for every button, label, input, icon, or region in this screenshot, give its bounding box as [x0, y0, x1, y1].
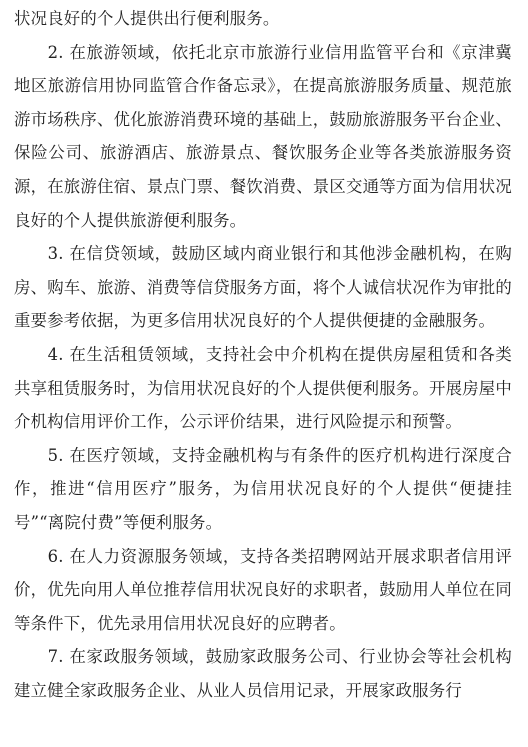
paragraph-continuation: 状况良好的个人提供出行便利服务。 [14, 9, 280, 28]
paragraph-tourism: 2. 在旅游领域，依托北京市旅游行业信用监管平台和《京津冀地区旅游信用协同监管合作备忘录》，在提高旅游服务质量、规范旅游市场秩序、优化旅游消费环境的基础上，鼓励旅游服务平台企业、保险公司、旅游酒店、旅游景点、餐饮服务企业等各类旅游服务资源，在旅游住宿、景点门票、餐饮消费、景区交通等方面为信用状况良好的个人提供旅游便利服务。 [14, 42, 512, 230]
paragraph-medical: 5. 在医疗领域，支持金融机构与有条件的医疗机构进行深度合作，推进“信用医疗”服务，为信用状况良好的个人提供“便捷挂号”“离院付费”等便利服务。 [14, 445, 512, 532]
paragraph-housekeeping: 7. 在家政服务领域，鼓励家政服务公司、行业协会等社会机构建立健全家政服务企业、从业人员信用记录，开展家政服务行 [14, 647, 512, 700]
paragraph-rental: 4. 在生活租赁领域，支持社会中介机构在提供房屋租赁和各类共享租赁服务时，为信用状况良好的个人提供便利服务。开展房屋中介机构信用评价工作，公示评价结果，进行风险提示和预警。 [14, 344, 512, 432]
paragraph-credit: 3. 在信贷领域，鼓励区域内商业银行和其他涉金融机构，在购房、购车、旅游、消费等信贷服务方面，将个人诚信状况作为审批的重要参考依据，为更多信用状况良好的个人提供便捷的金融服务。 [14, 244, 512, 331]
paragraph-hr: 6. 在人力资源服务领域，支持各类招聘网站开展求职者信用评价，优先向用人单位推荐信用状况良好的求职者，鼓励用人单位在同等条件下，优先录用信用状况良好的应聘者。 [14, 546, 512, 633]
